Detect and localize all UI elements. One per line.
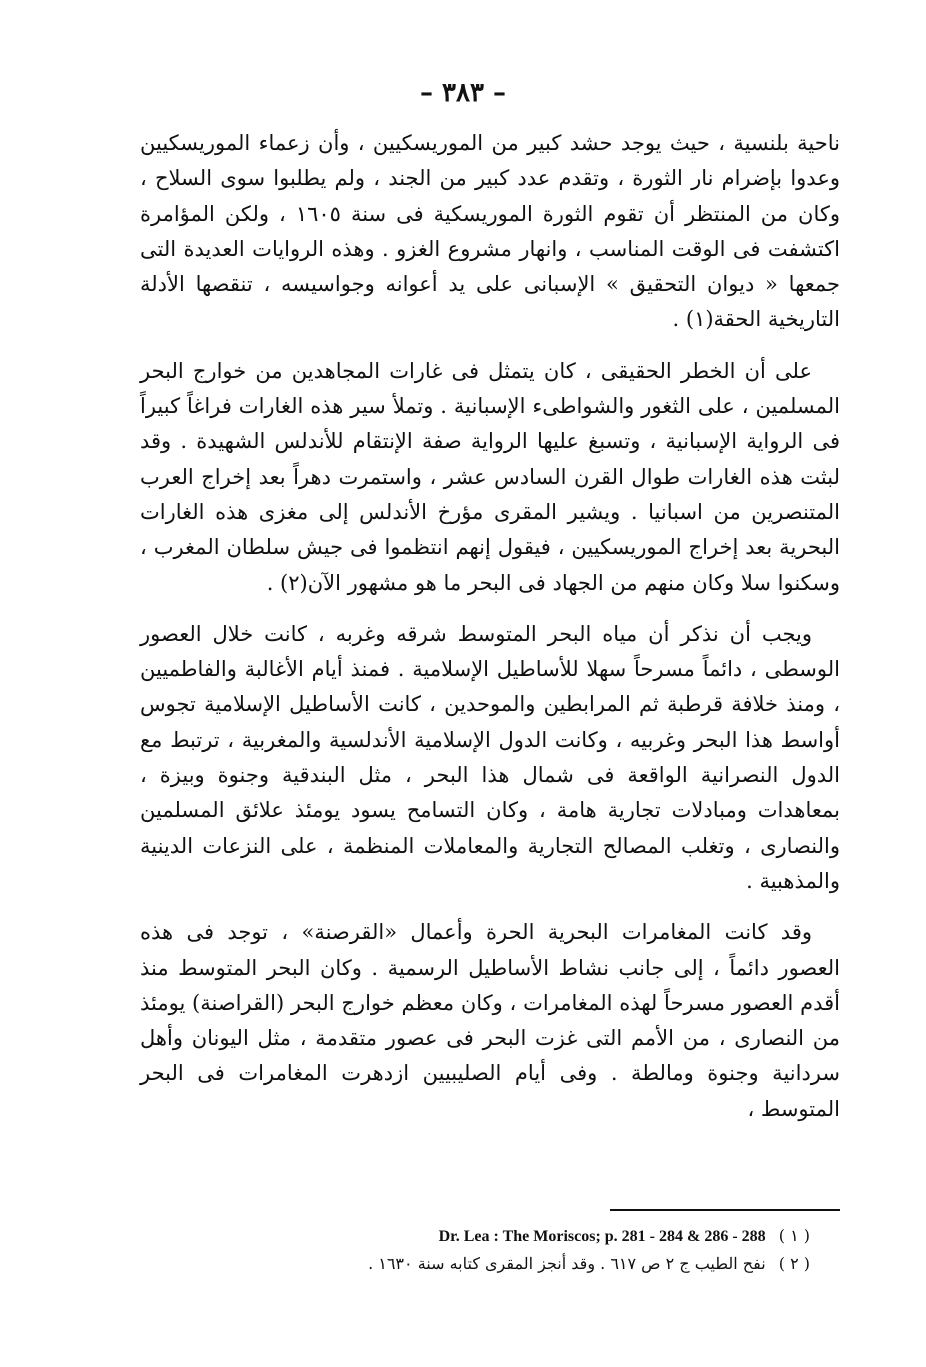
footnote-1 [240, 1222, 810, 1250]
footnote-2-marker: ( ٢ ) [778, 1254, 810, 1273]
footnote-1-text: Dr. Lea : The Moriscos; p. 281 - 284 & 286 - 288 [438, 1228, 766, 1245]
body-text [140, 126, 840, 1143]
footnote-1-marker: ( ١ ) [778, 1226, 810, 1245]
footnote-divider [610, 1209, 840, 1211]
page-number: – ٣٨٣ – [419, 78, 507, 108]
footnotes [240, 1222, 810, 1277]
paragraph-2: على أن الخطر الحقيقى ، كان يتمثل فى غارات المجاهدين من خوارج البحر المسلمين ، على الثغور والشواطىء الإسبانية . وتملأ سير هذه الغارات فراغاً كبيراً فى الرواية الإسبانية ، وتسبغ عليها الرواية صفة الإنتقام للأندلس الشهيدة . وقد لبثت هذه الغارات طوال القرن السادس عشر ، واستمرت دهراً بعد إخراج العرب المتنصرين من اسبانيا . ويشير المقرى مؤرخ الأندلس إلى مغزى هذه الغارات البحرية بعد إخراج الموريسكيين ، فيقول إنهم انتظموا فى جيش سلطان المغرب ، وسكنوا سلا وكان منهم من الجهاد فى البحر ما هو مشهور الآن(٢) . [140, 358, 840, 595]
paragraph-1: ناحية بلنسية ، حيث يوجد حشد كبير من الموريسكيين ، وأن زعماء الموريسكيين وعدوا بإضرام نار الثورة ، وتقدم عدد كبير من الجند ، ولم يطلبوا سوى السلاح ، وكان من المنتظر أن تقوم الثورة الموريسكية فى سنة ١٦٠٥ ، ولكن المؤامرة اكتشفت فى الوقت المناسب ، وانهار مشروع الغزو . وهذه الروايات العديدة التى جمعها « ديوان التحقيق » الإسبانى على يد أعوانه وجواسيسه ، تنقصها الأدلة التاريخية الحقة(١) . [140, 131, 841, 332]
footnote-2-text: نفح الطيب ج ٢ ص ٦١٧ . وقد أنجز المقرى كتابه سنة ١٦٣٠ . [368, 1254, 766, 1273]
paragraph-3: ويجب أن نذكر أن مياه البحر المتوسط شرقه وغربه ، كانت خلال العصور الوسطى ، دائماً مسرحاً سهلا للأساطيل الإسلامية . فمنذ أيام الأغالبة والفاطميين ، ومنذ خلافة قرطبة ثم المرابطين والموحدين ، كانت الأساطيل الإسلامية تجوس أواسط هذا البحر وغربيه ، وكانت الدول الإسلامية الأندلسية والمغربية ، ترتبط مع الدول النصرانية الواقعة فى شمال هذا البحر ، مثل البندقية وجنوة وبيزة ، بمعاهدات ومبادلات تجارية هامة ، وكان التسامح يسود يومئذ علائق المسلمين والنصارى ، وتغلب المصالح التجارية والمعاملات المنظمة ، على النزعات الدينية والمذهبية . [140, 621, 840, 893]
footnote-2 [240, 1250, 810, 1277]
paragraph-4: وقد كانت المغامرات البحرية الحرة وأعمال «القرصنة» ، توجد فى هذه العصور دائماً ، إلى جانب نشاط الأساطيل الرسمية . وكان البحر المتوسط منذ أقدم العصور مسرحاً لهذه المغامرات ، وكان معظم خوارج البحر (القراصنة) يومئذ من النصارى ، من الأمم التى غزت البحر فى عصور متقدمة ، مثل اليونان وأهل سردانية وجنوة ومالطة . وفى أيام الصليبيين ازدهرت المغامرات فى البحر المتوسط ، [140, 920, 840, 1121]
